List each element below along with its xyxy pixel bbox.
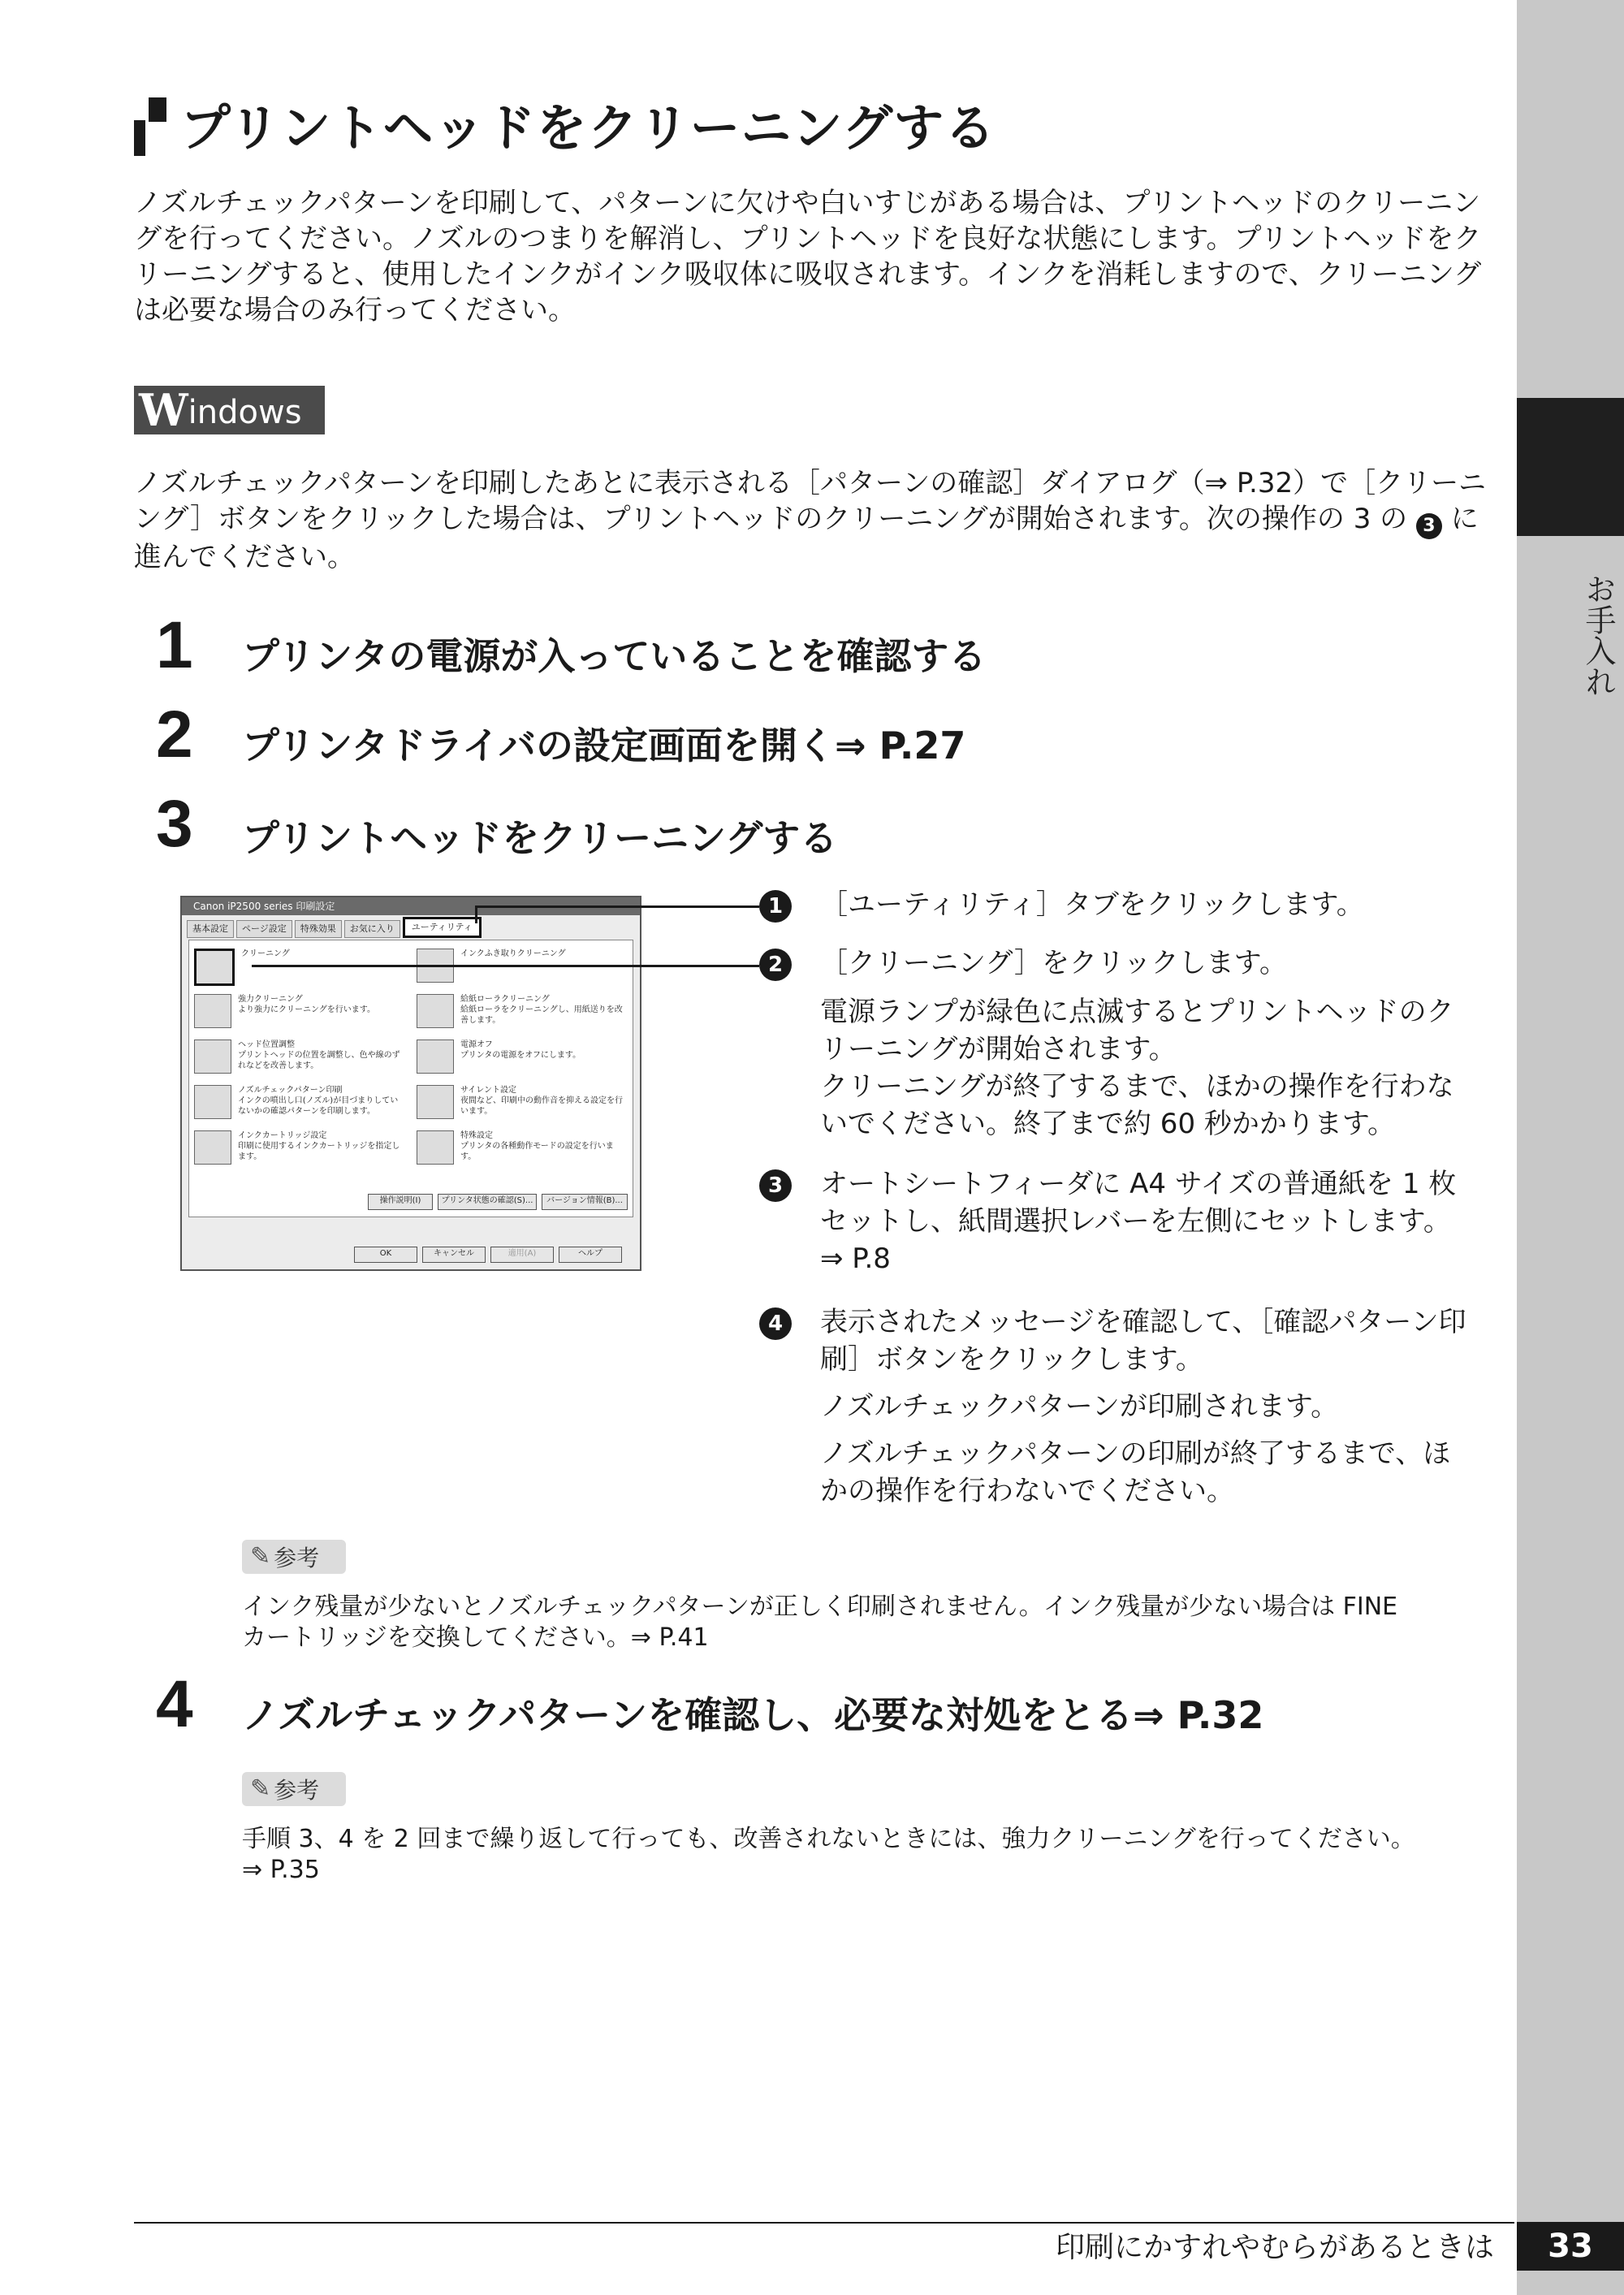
step-number: 3	[156, 787, 193, 861]
title-marker	[134, 120, 145, 156]
substep-text: オートシートフィーダに A4 サイズの普通紙を 1 枚	[820, 1168, 1457, 1200]
side-strip	[1517, 0, 1624, 2295]
option-label: 特殊設定	[460, 1131, 493, 1140]
option-label: 強力クリーニング	[238, 995, 303, 1004]
substep-marker-3: 3	[759, 1169, 792, 1202]
step-number: 1	[156, 608, 193, 682]
substep-text: ［ユーティリティ］タブをクリックします。	[820, 888, 1364, 921]
tab-utility[interactable]: ユーティリティ	[403, 917, 482, 938]
option-label: インクカートリッジ設定	[238, 1131, 327, 1140]
printer-status-button[interactable]: プリンタ状態の確認(S)...	[438, 1194, 537, 1210]
step-text: プリンタドライバの設定画面を開く⇒ P.27	[242, 724, 966, 767]
step-text: ノズルチェックパターンを確認し、必要な対処をとる⇒ P.32	[242, 1693, 1264, 1737]
page-number: 33	[1517, 2222, 1624, 2271]
substep-text: 電源ランプが緑色に点滅するとプリントヘッドのク	[820, 996, 1454, 1028]
pencil-icon: ✎	[250, 1542, 271, 1571]
reference-text: カートリッジを交換してください。⇒ P.41	[242, 1623, 709, 1652]
windows-badge-initial: W	[139, 384, 188, 436]
windows-note	[134, 465, 1498, 575]
help-button[interactable]: ヘルプ	[559, 1247, 622, 1263]
tab-effects[interactable]: 特殊効果	[295, 920, 342, 938]
dialog-title: Canon iP2500 series 印刷設定	[182, 897, 640, 915]
windows-badge-rest: indows	[188, 394, 302, 431]
reference-label: 参考	[274, 1777, 320, 1804]
option-custom-settings[interactable]	[417, 1130, 628, 1165]
option-power-off[interactable]	[417, 1039, 628, 1074]
custom-settings-icon[interactable]	[417, 1130, 454, 1165]
apply-button[interactable]: 適用(A)	[490, 1247, 554, 1263]
reference-badge	[242, 1772, 346, 1806]
page-title: プリントヘッドをクリーニングする	[180, 98, 996, 158]
chapter-label: お手入れ	[1580, 573, 1616, 697]
chapter-tab	[1517, 398, 1624, 536]
substep-text: ⇒ P.8	[820, 1243, 891, 1275]
windows-badge	[134, 386, 325, 434]
step-number: 4	[156, 1667, 193, 1741]
option-label: 電源オフ	[460, 1040, 493, 1049]
option-nozzle-check[interactable]	[194, 1085, 405, 1119]
substep-text: ノズルチェックパターンの印刷が終了するまで、ほ	[820, 1437, 1451, 1470]
power-off-icon[interactable]	[417, 1039, 454, 1074]
head-alignment-icon[interactable]	[194, 1039, 231, 1074]
option-head-alignment[interactable]	[194, 1039, 405, 1074]
option-label: インクふき取りクリーニング	[460, 949, 566, 958]
ink-cartridge-icon[interactable]	[194, 1130, 231, 1165]
option-label: ノズルチェックパターン印刷	[238, 1086, 343, 1095]
callout-line-1-drop	[475, 905, 477, 923]
substep-text: 表示されたメッセージを確認して、［確認パターン印	[820, 1306, 1466, 1338]
option-silent-setting[interactable]	[417, 1085, 628, 1119]
tab-page-setup[interactable]: ページ設定	[236, 920, 292, 938]
intro-paragraph: ノズルチェックパターンを印刷して、パターンに欠けや白いすじがある場合は、プリントヘッドのクリーニングを行ってください。ノズルのつまりを解消し、プリントヘッドを良好な状態にします。プリントヘッドをクリーニングすると、使用したインクがインク吸収体に吸収されます。インクを消耗しますので、クリーニングは必要な場合のみ行ってください。	[134, 187, 1482, 326]
substep-text: セットし、紙間選択レバーを左側にセットします。	[820, 1205, 1451, 1238]
option-ink-cartridge-setting[interactable]	[194, 1130, 405, 1165]
version-info-button[interactable]: バージョン情報(B)...	[542, 1194, 628, 1210]
option-label: サイレント設定	[460, 1086, 517, 1095]
option-label: ヘッド位置調整	[238, 1040, 295, 1049]
nozzle-check-icon[interactable]	[194, 1085, 231, 1119]
title-marker-accent	[149, 97, 166, 122]
reference-badge	[242, 1540, 346, 1574]
cleaning-icon[interactable]	[194, 949, 235, 986]
reference-text: ⇒ P.35	[242, 1856, 320, 1884]
footer-section-title: 印刷にかすれやむらがあるときは	[1055, 2231, 1494, 2264]
option-cleaning[interactable]	[194, 949, 405, 986]
option-desc: プリントヘッドの位置を調整し、色や線のずれなどを改善します。	[238, 1051, 400, 1070]
option-desc: プリンタの電源をオフにします。	[460, 1051, 581, 1060]
substep-marker-4: 4	[759, 1307, 792, 1340]
option-deep-cleaning[interactable]	[194, 994, 405, 1028]
option-desc: 夜間など、印刷中の動作音を抑える設定を行います。	[460, 1096, 623, 1116]
option-desc: インクの噴出し口(ノズル)が目づまりしていないかの確認パターンを印刷します。	[238, 1096, 399, 1116]
callout-line-2	[252, 965, 759, 967]
windows-note-text-end: に進んでください。	[134, 503, 1479, 573]
substep-text: ノズルチェックパターンが印刷されます。	[820, 1390, 1339, 1423]
substep-text: クリーニングが終了するまで、ほかの操作を行わな	[820, 1070, 1454, 1103]
step-number: 2	[156, 698, 193, 771]
tab-favorites[interactable]: お気に入り	[344, 920, 400, 938]
substep-text: いでください。終了まで約 60 秒かかります。	[820, 1108, 1396, 1140]
step-marker-3: 3	[1416, 513, 1442, 539]
deep-cleaning-icon[interactable]	[194, 994, 231, 1028]
substep-text: かの操作を行わないでください。	[820, 1475, 1234, 1507]
option-roller-cleaning[interactable]	[417, 994, 628, 1028]
reference-label: 参考	[274, 1545, 320, 1571]
substep-marker-1: 1	[759, 890, 792, 923]
substep-text: リーニングが開始されます。	[820, 1033, 1177, 1065]
instructions-button[interactable]: 操作説明(I)	[368, 1194, 433, 1210]
option-desc: より強力にクリーニングを行います。	[238, 1005, 375, 1014]
windows-note-text: ノズルチェックパターンを印刷したあとに表示される［パターンの確認］ダイアログ（⇒ P.32）で［クリーニング］ボタンをクリックした場合は、プリントヘッドのクリーニングが開始されます。次の操作の 3 の	[134, 467, 1487, 535]
cancel-button[interactable]: キャンセル	[422, 1247, 486, 1263]
footer-rule	[134, 2222, 1514, 2224]
substep-text: ［クリーニング］をクリックします。	[820, 947, 1287, 979]
reference-text: 手順 3、4 を 2 回まで繰り返して行っても、改善されないときには、強力クリーニングを行ってください。	[242, 1825, 1415, 1853]
pencil-icon: ✎	[250, 1774, 271, 1803]
option-label: クリーニング	[241, 949, 290, 958]
tab-basic[interactable]: 基本設定	[187, 920, 234, 938]
ok-button[interactable]: OK	[354, 1247, 417, 1263]
option-desc: プリンタの各種動作モードの設定を行います。	[460, 1142, 614, 1161]
substep-marker-2: 2	[759, 949, 792, 981]
roller-cleaning-icon[interactable]	[417, 994, 454, 1028]
step-text: プリントヘッドをクリーニングする	[242, 816, 838, 860]
option-desc: 給紙ローラをクリーニングし、用紙送りを改善します。	[460, 1005, 623, 1025]
utility-panel	[188, 940, 633, 1217]
silent-setting-icon[interactable]	[417, 1085, 454, 1119]
step-text: プリンタの電源が入っていることを確認する	[242, 634, 987, 678]
dialog-tabs	[187, 920, 482, 938]
reference-text: インク残量が少ないとノズルチェックパターンが正しく印刷されません。インク残量が少ない場合は FINE	[242, 1593, 1398, 1621]
option-desc: 印刷に使用するインクカートリッジを指定します。	[238, 1142, 400, 1161]
option-label: 給紙ローラクリーニング	[460, 995, 550, 1004]
callout-line-1	[475, 905, 759, 908]
printer-settings-dialog	[180, 896, 641, 1271]
substep-text: 刷］ボタンをクリックします。	[820, 1343, 1203, 1376]
